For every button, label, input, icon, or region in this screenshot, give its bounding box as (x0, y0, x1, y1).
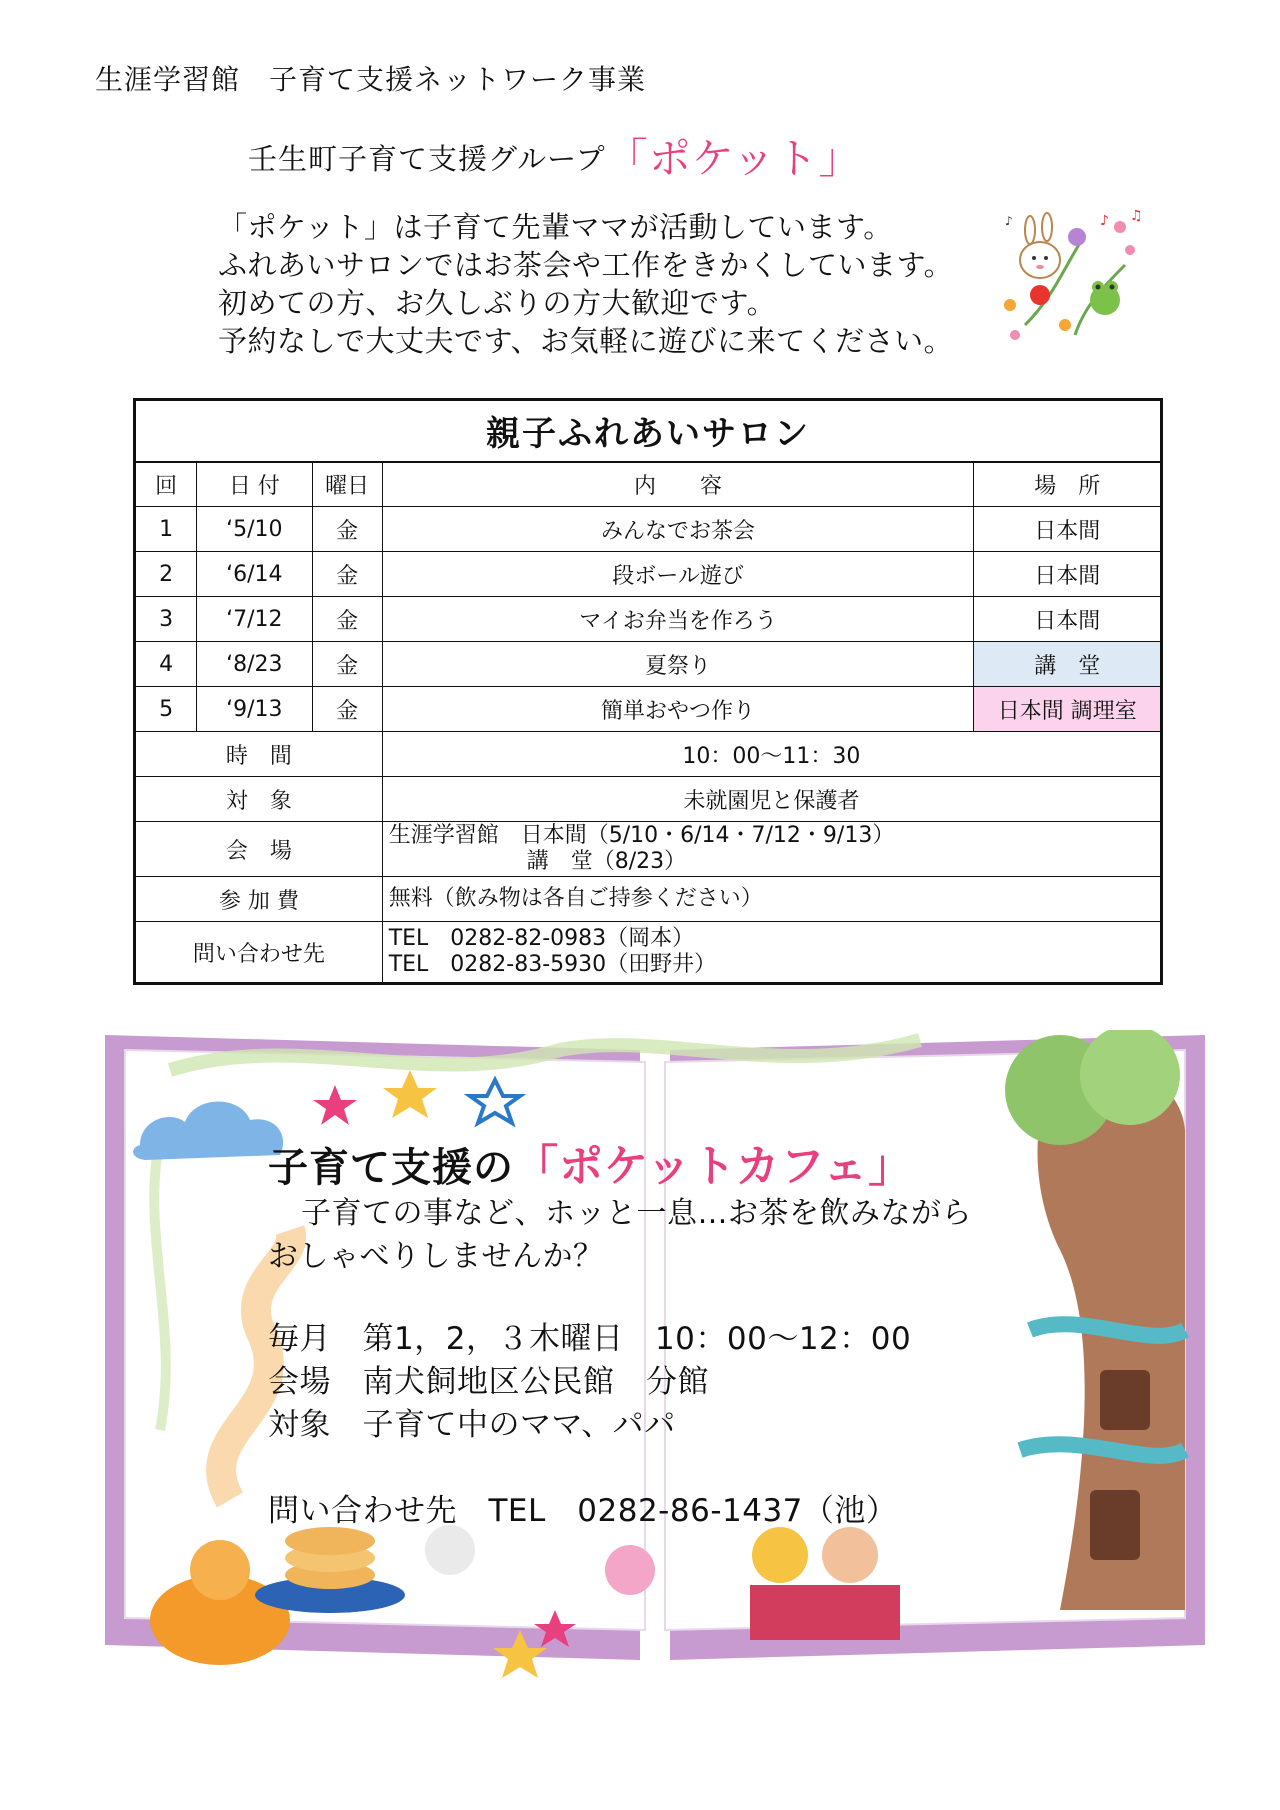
row-place: 日本間 (974, 597, 1162, 642)
row-no: 4 (135, 642, 197, 687)
row-date: ‘8/23 (197, 642, 312, 687)
intro-line: 予約なしで大丈夫です、お気軽に遊びに来てください。 (218, 324, 954, 358)
salon-schedule-table (133, 398, 1163, 985)
cafe-info (268, 1318, 911, 1447)
group-title (248, 126, 862, 186)
table-row (135, 552, 1162, 597)
group-name: 「ポケット」 (605, 134, 862, 183)
svg-text:♫: ♫ (1130, 208, 1143, 224)
row-no: 3 (135, 597, 197, 642)
contact-line: TEL 0282-82-0983（岡本） (388, 926, 695, 951)
row-place: 日本間 (974, 507, 1162, 552)
bunny-frog-flowers-illustration (995, 205, 1145, 345)
row-no: 1 (135, 507, 197, 552)
cafe-schedule: 毎月 第1，2，３木曜日 10：00～12：00 (268, 1321, 912, 1357)
venue-value (382, 822, 1161, 877)
row-date: ‘7/12 (197, 597, 312, 642)
contact-value (382, 922, 1161, 984)
row-no: 5 (135, 687, 197, 732)
svg-text:♪: ♪ (1005, 214, 1013, 228)
table-row (135, 687, 1162, 732)
contact-line: TEL 0282-83-5930（田野井） (388, 952, 717, 977)
table-header-row (135, 462, 1162, 507)
time-label: 時 間 (135, 732, 383, 777)
salon-title: 親子ふれあいサロン (135, 400, 1162, 462)
table-row (135, 507, 1162, 552)
target-label: 対 象 (135, 777, 383, 822)
organization-line: 生涯学習館 子育て支援ネットワーク事業 (95, 63, 647, 96)
header-weekday: 曜日 (312, 462, 382, 507)
venue-line: 講 堂（8/23） (526, 849, 687, 874)
group-prefix: 壬生町子育て支援グループ (248, 142, 606, 176)
svg-text:♪: ♪ (1100, 213, 1109, 229)
row-place: 日本間 調理室 (974, 687, 1162, 732)
intro-line: 「ポケット」は子育て先輩ママが活動しています。 (218, 210, 893, 244)
venue-label: 会 場 (135, 822, 383, 877)
time-value: 10：00～11：30 (382, 732, 1161, 777)
cafe-venue: 会場 南犬飼地区公民館 分館 (268, 1364, 709, 1400)
cafe-title-prefix: 子育て支援の (268, 1145, 514, 1191)
cafe-text-line: おしゃべりしませんか？ (268, 1239, 604, 1274)
row-weekday: 金 (312, 507, 382, 552)
row-weekday: 金 (312, 642, 382, 687)
row-content: マイお弁当を作ろう (382, 597, 974, 642)
row-no: 2 (135, 552, 197, 597)
venue-line: 生涯学習館 日本間（5/10・6/14・7/12・9/13） (388, 823, 895, 848)
row-content: 夏祭り (382, 642, 974, 687)
row-weekday: 金 (312, 687, 382, 732)
header-date: 日 付 (197, 462, 312, 507)
cafe-text-line: 子育ての事など、ホッと一息…お茶を飲みながら (301, 1196, 972, 1231)
row-content: 簡単おやつ作り (382, 687, 974, 732)
row-content: 段ボール遊び (382, 552, 974, 597)
row-place: 講 堂 (974, 642, 1162, 687)
row-weekday: 金 (312, 597, 382, 642)
cafe-title-name: 「ポケットカフェ」 (514, 1141, 914, 1192)
target-value: 未就園児と保護者 (382, 777, 1161, 822)
table-row (135, 642, 1162, 687)
row-date: ‘6/14 (197, 552, 312, 597)
header-place: 場 所 (974, 462, 1162, 507)
intro-line: 初めての方、お久しぶりの方大歓迎です。 (218, 286, 777, 320)
cafe-target: 対象 子育て中のママ、パパ (268, 1407, 676, 1443)
row-date: ‘5/10 (197, 507, 312, 552)
intro-line: ふれあいサロンではお茶会や工作をきかくしています。 (218, 248, 954, 282)
intro-text (218, 208, 953, 360)
contact-label: 問い合わせ先 (135, 922, 383, 984)
header-content: 内 容 (382, 462, 974, 507)
header-no: 回 (135, 462, 197, 507)
row-place: 日本間 (974, 552, 1162, 597)
row-weekday: 金 (312, 552, 382, 597)
cafe-contact: 問い合わせ先 TEL 0282-86-1437（池） (268, 1493, 898, 1529)
table-row (135, 597, 1162, 642)
cafe-title (268, 1130, 913, 1194)
fee-label: 参 加 費 (135, 877, 383, 922)
cafe-description (268, 1192, 972, 1278)
fee-value: 無料（飲み物は各自ご持参ください） (382, 877, 1161, 922)
row-date: ‘9/13 (197, 687, 312, 732)
row-content: みんなでお茶会 (382, 507, 974, 552)
